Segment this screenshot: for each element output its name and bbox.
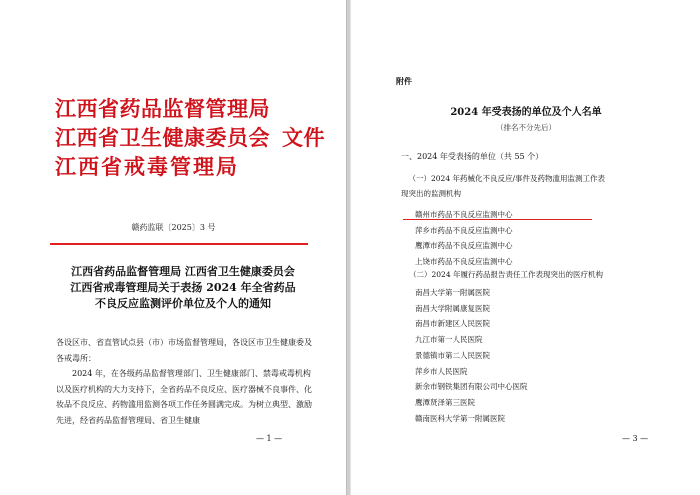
notice-title bbox=[58, 264, 308, 312]
notice-title-line-3: 不良反应监测评价单位及个人的通知 bbox=[95, 297, 271, 310]
body-paragraph: 2024 年，在各级药品监督管理部门、卫生健康部门、禁毒戒毒机构以及医疗机构的大力支持下，全省药品不良反应、医疗器械不良事件、化妆品不良反应、药物滥用监测各项工作任务圆满完成。为树立典型、激励先进，经省药品监督管理局、省卫生健康 bbox=[56, 369, 312, 425]
subsection-medical-institutions: （二）2024 年履行药品报告责任工作表现突出的医疗机构 bbox=[409, 270, 603, 279]
document-number: 赣药监联〔2025〕3 号 bbox=[131, 223, 216, 232]
notice-title-line-1: 江西省药品监督管理局 江西省卫生健康委员会 bbox=[71, 265, 295, 278]
notice-body bbox=[56, 335, 313, 429]
monitoring-center-list bbox=[415, 207, 513, 270]
list-item: 赣州市药品不良反应监测中心 bbox=[415, 210, 513, 219]
header-line-2 bbox=[55, 123, 325, 152]
list-item: 萍乡市药品不良反应监测中心 bbox=[415, 225, 513, 235]
issuing-authorities-header bbox=[55, 94, 325, 181]
list-item: 鹰潭贤泽第三医院 bbox=[415, 397, 475, 407]
page-number-right: — 3 — bbox=[622, 434, 649, 443]
subsection-1-line-2: 现突出的监测机构 bbox=[401, 189, 461, 198]
attachment-label: 附件 bbox=[396, 76, 412, 86]
header-line-1: 江西省药品监督管理局 bbox=[55, 96, 270, 121]
list-item: 南昌市新建区人民医院 bbox=[415, 319, 490, 329]
list-item: 九江市第一人民医院 bbox=[415, 335, 483, 345]
list-item: 赣南医科大学第一附属医院 bbox=[415, 413, 505, 423]
red-divider-rule bbox=[50, 243, 308, 245]
subsection-1-line-1: （一）2024 年药械化不良反应/事件及药物滥用监测工作表 bbox=[408, 174, 605, 183]
page-left bbox=[0, 0, 347, 495]
list-title: 2024 年受表扬的单位及个人名单 bbox=[450, 107, 602, 118]
list-item: 萍乡市人民医院 bbox=[415, 366, 468, 376]
subsection-monitoring-institutions bbox=[401, 171, 659, 201]
red-underline-mark bbox=[403, 219, 592, 220]
notice-title-line-2: 江西省戒毒管理局关于表扬 2024 年全省药品 bbox=[70, 281, 296, 294]
header-line-3: 江西省戒毒管理局 bbox=[55, 154, 239, 179]
list-item: 新余市钢铁集团有限公司中心医院 bbox=[415, 382, 528, 392]
page-right bbox=[350, 0, 700, 495]
list-subtitle: （排名不分先后） bbox=[496, 123, 556, 132]
list-item: 南昌大学第一附属医院 bbox=[415, 288, 490, 297]
page-number-left: — 1 — bbox=[256, 434, 283, 443]
header-doc-word: 文件 bbox=[282, 125, 325, 150]
header-line-2-text: 江西省卫生健康委员会 bbox=[55, 125, 270, 150]
list-item: 上饶市药品不良反应监测中心 bbox=[415, 257, 513, 267]
hospital-list bbox=[415, 285, 528, 426]
addressee-paragraph: 各设区市、省直管试点县（市）市场监督管理局，各设区市卫生健康委及各戒毒所： bbox=[56, 338, 312, 363]
list-item: 景德镇市第二人民医院 bbox=[415, 350, 490, 360]
list-item: 鹰潭市药品不良反应监测中心 bbox=[415, 241, 513, 251]
list-item: 南昌大学附属康复医院 bbox=[415, 303, 490, 313]
section-heading-units: 一、2024 年受表扬的单位（共 55 个） bbox=[401, 152, 544, 161]
